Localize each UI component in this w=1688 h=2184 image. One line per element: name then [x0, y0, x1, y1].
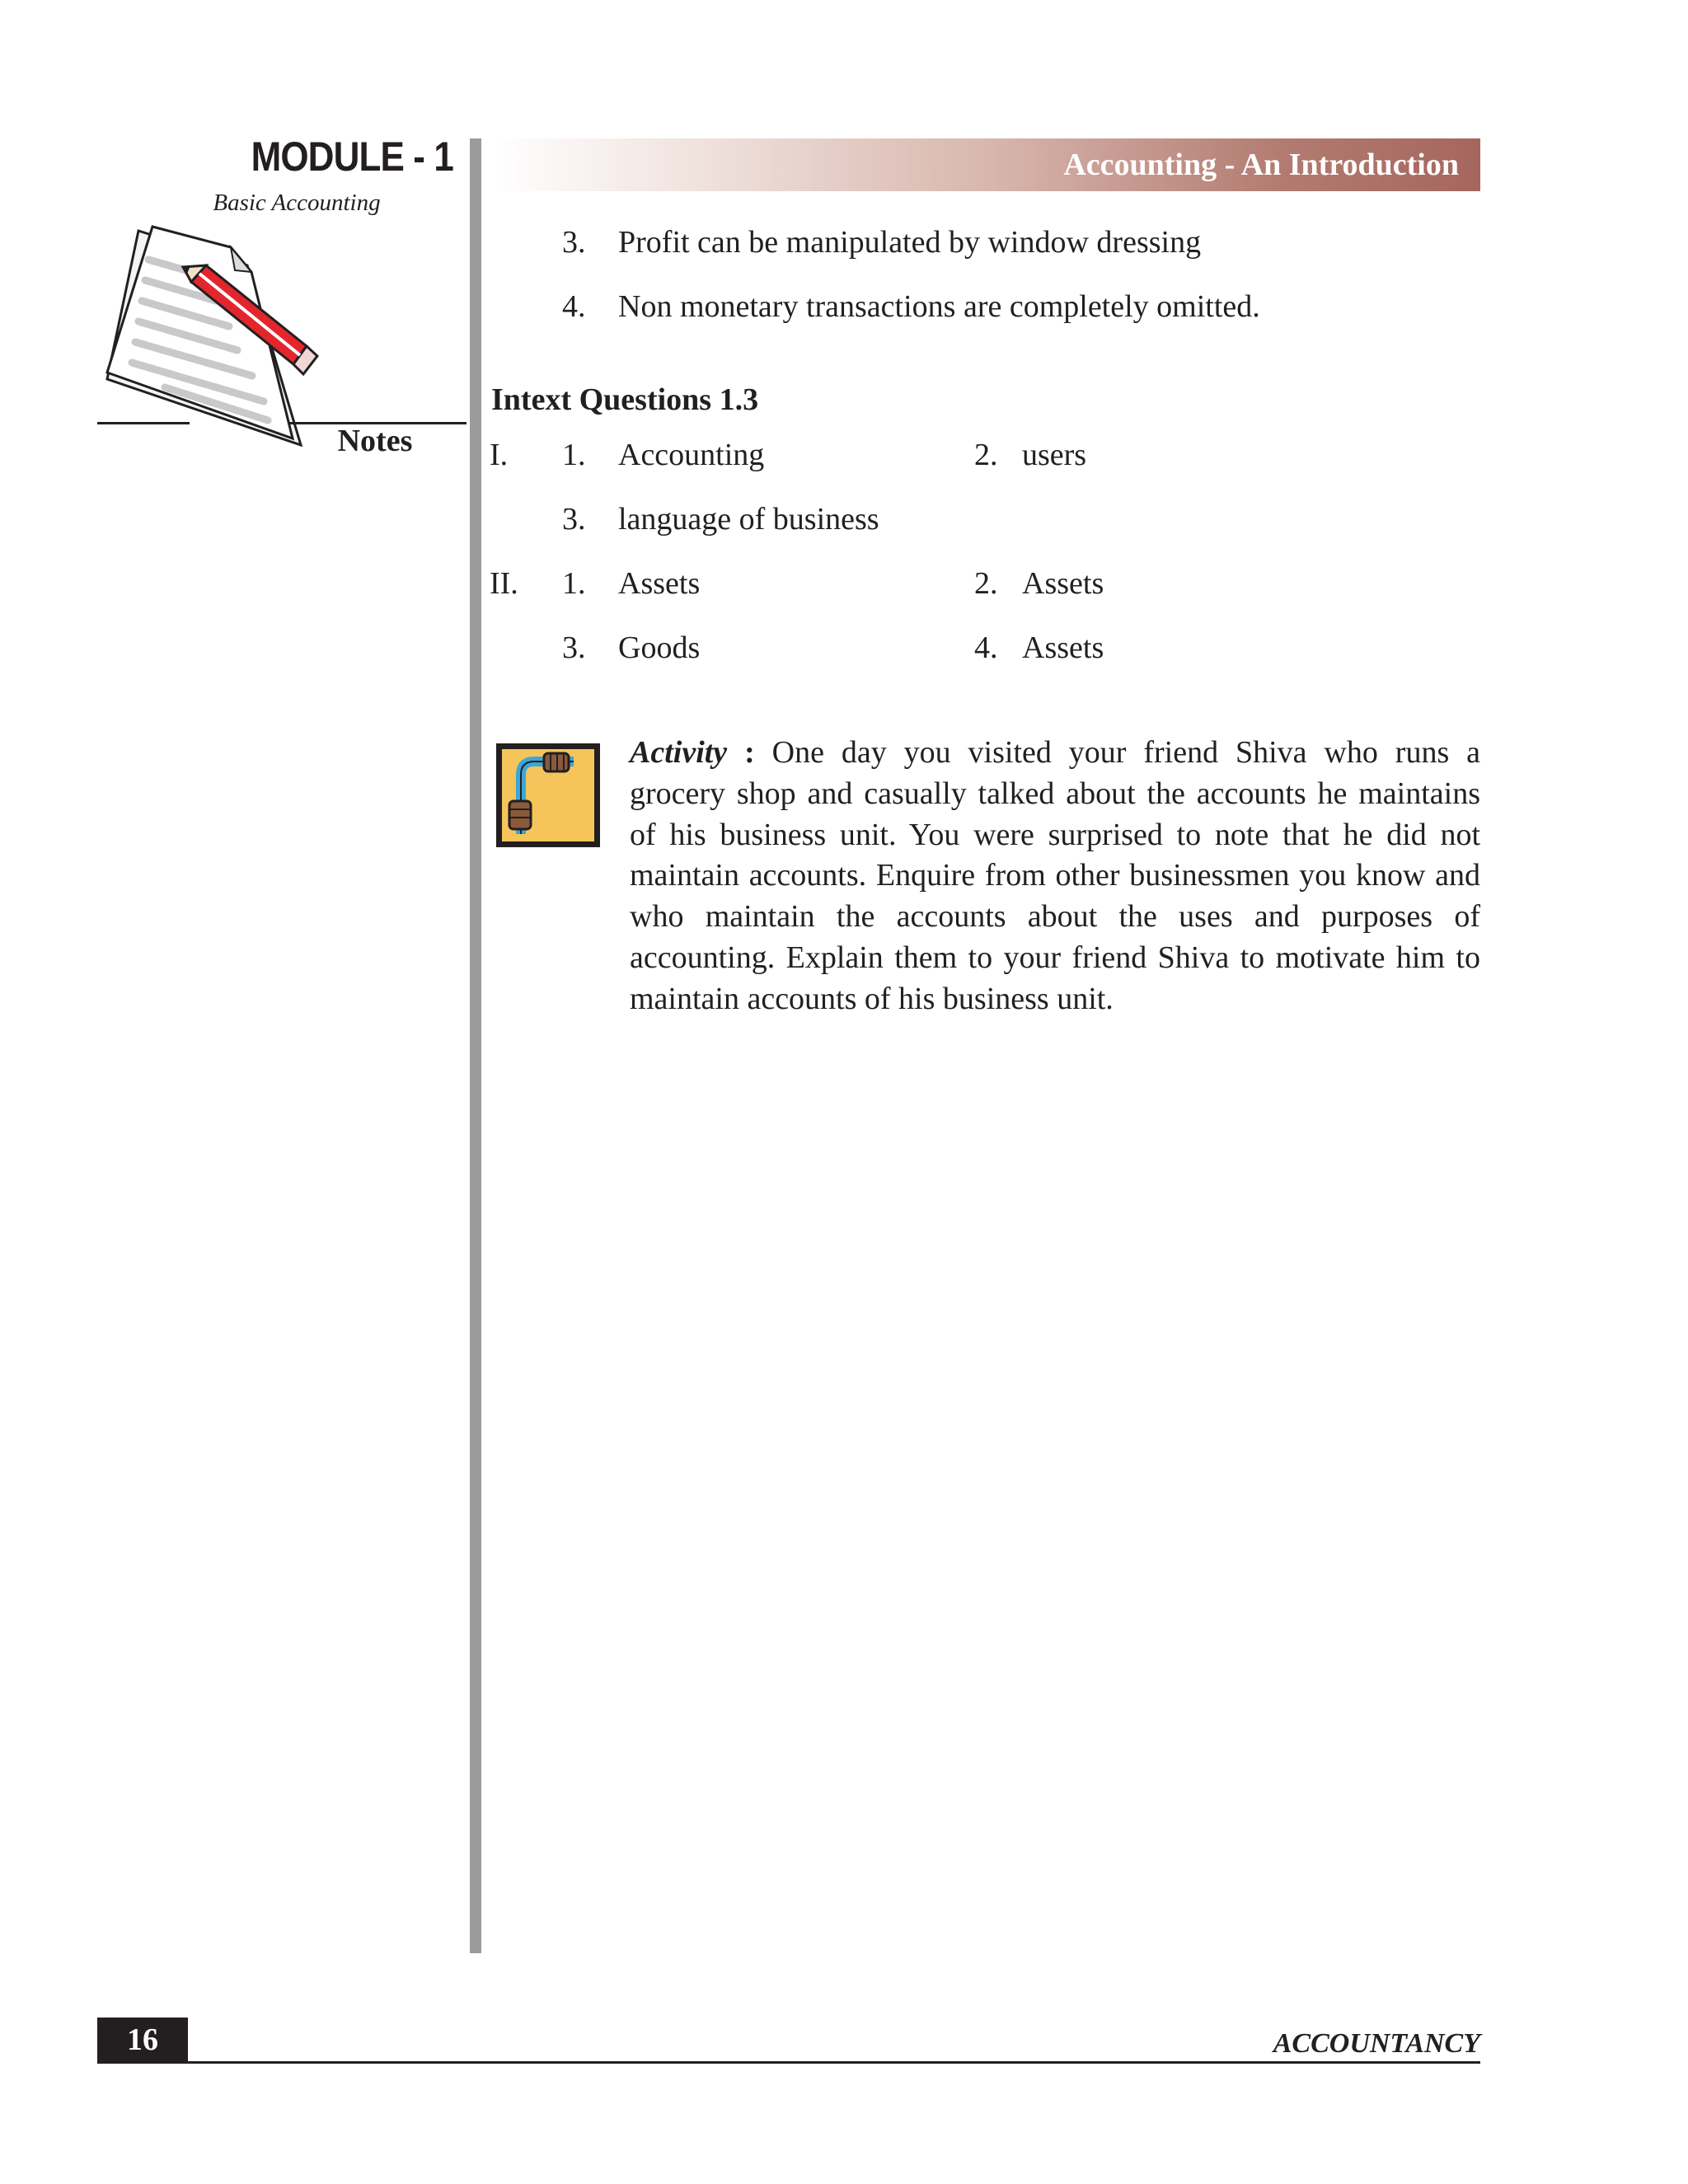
answer-text: Goods: [618, 630, 701, 665]
answer-text: users: [1022, 438, 1087, 472]
activity-colon: :: [744, 735, 755, 770]
list-item-text: Non monetary transactions are completely omitted.: [618, 289, 1260, 324]
group-roman-numeral: II.: [490, 566, 518, 601]
notes-label: Notes: [337, 424, 413, 458]
book-title: ACCOUNTANCY: [1273, 2028, 1480, 2059]
answer-number: 2.: [974, 566, 998, 601]
answer-text: Assets: [1022, 630, 1104, 665]
answer-text: Assets: [1022, 566, 1104, 601]
list-number: 3.: [562, 225, 586, 260]
list-number: 4.: [562, 289, 586, 324]
module-title: MODULE - 1: [251, 134, 453, 180]
answer-number: 2.: [974, 438, 998, 472]
answer-number: 3.: [562, 502, 586, 537]
margin-divider: [470, 138, 481, 1953]
activity-hands-icon: [495, 742, 602, 849]
notes-rule: [97, 422, 190, 424]
module-subtitle: Basic Accounting: [213, 190, 381, 216]
activity-paragraph: [630, 733, 1480, 1020]
answer-text: Assets: [618, 566, 701, 601]
group-roman-numeral: I.: [490, 438, 509, 472]
footer-rule: [97, 2061, 1480, 2064]
activity-body: One day you visited your friend Shiva who runs a grocery shop and casually talked about the accounts he maintains of his business unit. You were surprised to note that he did not maintain accounts. Enquire from other businessmen you know and who maintain the accounts about the uses and purposes of accounting. Explain them to your friend Shiva to motivate him to maintain accounts of his business unit.: [630, 735, 1480, 1016]
page-number: 16: [127, 2022, 158, 2057]
answer-text: language of business: [618, 502, 879, 537]
answer-number: 1.: [562, 438, 586, 472]
answer-number: 1.: [562, 566, 586, 601]
chapter-title: Accounting - An Introduction: [1063, 148, 1459, 182]
answer-text: Accounting: [618, 438, 765, 472]
activity-label: Activity: [630, 735, 728, 770]
section-heading: Intext Questions 1.3: [491, 382, 759, 417]
answer-number: 4.: [974, 630, 998, 665]
answer-number: 3.: [562, 630, 586, 665]
list-item-text: Profit can be manipulated by window dressing: [618, 225, 1202, 260]
